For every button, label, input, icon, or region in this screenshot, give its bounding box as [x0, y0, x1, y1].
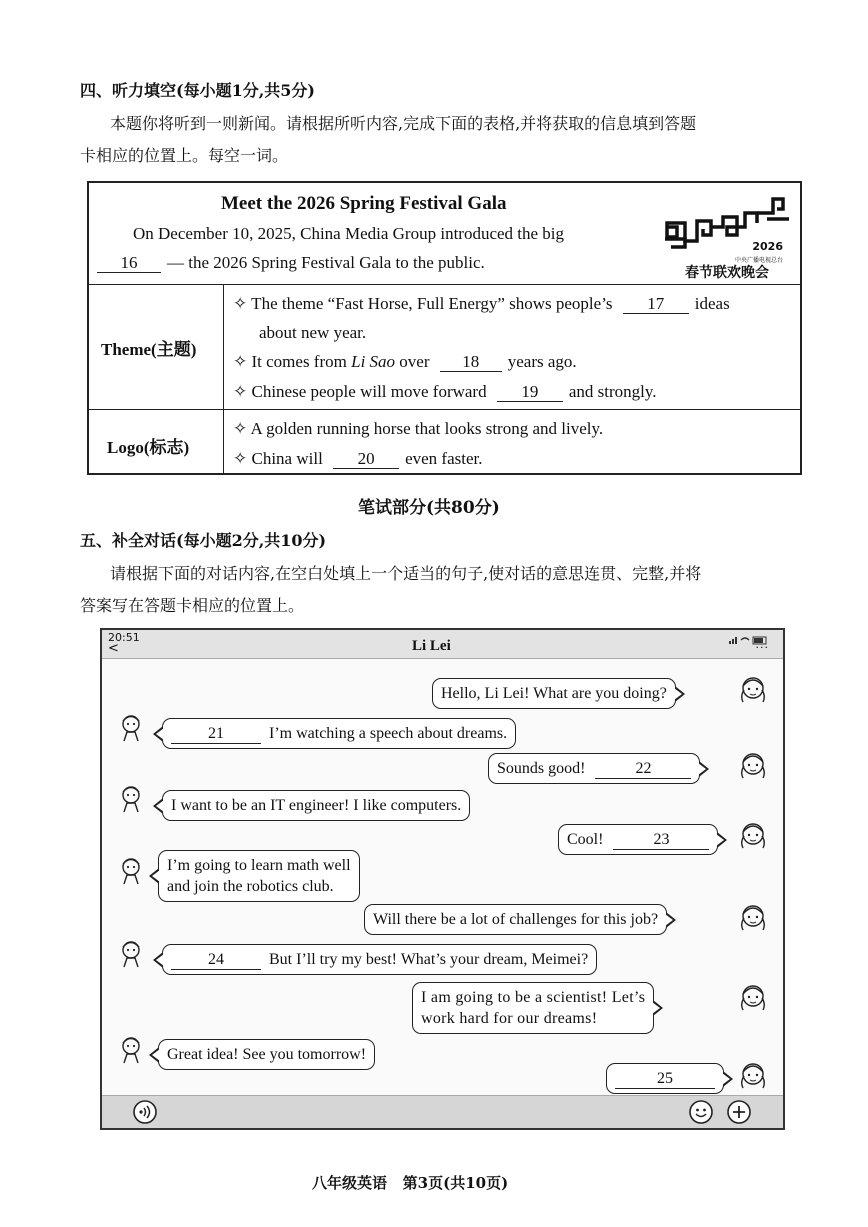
message-text: Cool!	[567, 831, 604, 848]
intro-line2-text: — the 2026 Spring Festival Gala to the public.	[167, 253, 485, 272]
status-time: 20:51	[108, 631, 140, 644]
message-text: Great idea! See you tomorrow!	[167, 1046, 367, 1063]
meimei-avatar-icon	[738, 674, 768, 704]
blank-19[interactable]: 19	[497, 383, 563, 402]
message-bubble	[162, 790, 470, 821]
gala-logo	[663, 189, 793, 279]
message-text: Hello, Li Lei! What are you doing?	[441, 685, 667, 702]
logo-label: Logo(标志)	[107, 438, 190, 457]
theme-point2-end: years ago.	[507, 352, 577, 371]
lilei-avatar-icon	[116, 938, 146, 968]
section4-heading: 四、听力填空(每小题1分,共5分)	[80, 81, 315, 100]
theme-label: Theme(主题)	[101, 340, 197, 359]
blank-22[interactable]: 22	[595, 760, 691, 779]
logo-point2-text: ✧ China will	[233, 449, 323, 468]
message-text: I’m going to learn math well	[167, 857, 351, 874]
theme-point2-text: ✧ It comes from	[233, 352, 347, 371]
meimei-avatar-icon	[738, 820, 768, 850]
logo-point2-end: even faster.	[405, 449, 483, 468]
lilei-avatar-icon	[116, 783, 146, 813]
theme-point1-end: ideas	[694, 294, 730, 313]
message-bubble	[606, 1063, 724, 1094]
logo-point1: ✧ A golden running horse that looks strong and lively.	[233, 419, 604, 438]
meimei-avatar-icon	[738, 750, 768, 780]
theme-point3-end: and strongly.	[568, 382, 657, 401]
section5-instruction-line1: 请根据下面的对话内容,在空白处填上一个适当的句子,使对话的意思连贯、完整,并将	[110, 564, 702, 583]
theme-point2	[233, 352, 577, 372]
blank-25[interactable]: 25	[615, 1070, 715, 1089]
add-icon[interactable]	[726, 1099, 752, 1129]
intro-line1: On December 10, 2025, China Media Group introduced the big	[133, 224, 565, 243]
chat-input-bar	[102, 1095, 783, 1128]
theme-point1-cont: about new year.	[259, 323, 367, 342]
message-text: I’m watching a speech about dreams.	[269, 725, 508, 742]
logo-year: 2026	[752, 240, 783, 253]
message-text: But I’ll try my best! What’s your dream, Meimei?	[269, 951, 589, 968]
back-button[interactable]: <	[108, 641, 119, 656]
message-bubble	[488, 753, 700, 784]
page-footer: 八年级英语 第3页(共10页)	[312, 1174, 509, 1192]
li-sao-italic: Li Sao	[351, 352, 396, 371]
section5-instruction-line2: 答案写在答题卡相应的位置上。	[80, 596, 305, 615]
theme-point2-over: over	[399, 352, 430, 371]
message-bubble	[158, 850, 360, 902]
status-bar	[102, 630, 783, 659]
more-options-button[interactable]: ···	[755, 641, 769, 654]
blank-18[interactable]: 18	[440, 353, 502, 372]
logo-point2	[233, 449, 482, 469]
logo-name: 春节联欢晚会	[685, 265, 769, 279]
lilei-avatar-icon	[116, 1034, 146, 1064]
section5-heading: 五、补全对话(每小题2分,共10分)	[80, 531, 327, 550]
message-text: Sounds good!	[497, 760, 586, 777]
table-title: Meet the 2026 Spring Festival Gala	[221, 193, 507, 214]
blank-16[interactable]: 16	[97, 254, 161, 273]
voice-icon[interactable]	[132, 1099, 158, 1129]
message-bubble	[432, 678, 676, 709]
message-text: Will there be a lot of challenges for this job?	[373, 911, 659, 928]
section4-instruction-line1: 本题你将听到一则新闻。请根据所听内容,完成下面的表格,并将获取的信息填到答题	[110, 114, 697, 133]
message-text: and join the robotics club.	[167, 878, 334, 895]
blank-20[interactable]: 20	[333, 450, 399, 469]
section4-instruction-line2: 卡相应的位置上。每空一词。	[80, 146, 289, 165]
meimei-avatar-icon	[738, 982, 768, 1012]
theme-point3-text: ✧ Chinese people will move forward	[233, 382, 487, 401]
theme-point3	[233, 382, 657, 402]
lilei-avatar-icon	[116, 712, 146, 742]
message-bubble	[412, 982, 654, 1034]
meimei-avatar-icon	[738, 902, 768, 932]
theme-point1-text: ✧ The theme “Fast Horse, Full Energy” shows people’s	[233, 294, 613, 313]
written-part-heading: 笔试部分(共80分)	[358, 498, 500, 518]
logo-org: 中央广播电视总台	[734, 257, 783, 264]
gala-logo-graphic	[663, 189, 793, 279]
chat-phone-screen	[100, 628, 785, 1130]
blank-23[interactable]: 23	[613, 831, 709, 850]
lilei-avatar-icon	[116, 855, 146, 885]
blank-21[interactable]: 21	[171, 725, 261, 744]
message-bubble	[364, 904, 667, 935]
intro-line2	[97, 253, 485, 273]
chat-contact-name: Li Lei	[412, 638, 451, 654]
theme-point1	[233, 294, 730, 314]
blank-24[interactable]: 24	[171, 951, 261, 970]
message-bubble	[558, 824, 718, 855]
emoji-icon[interactable]	[688, 1099, 714, 1129]
blank-17[interactable]: 17	[623, 295, 689, 314]
message-bubble	[162, 944, 597, 975]
message-text: I want to be an IT engineer! I like computers.	[171, 797, 462, 814]
gala-info-table	[87, 181, 802, 475]
message-text: I am going to be a scientist! Let’s	[421, 989, 646, 1006]
message-bubble	[158, 1039, 375, 1070]
message-text: work hard for our dreams!	[421, 1010, 598, 1027]
message-bubble	[162, 718, 516, 749]
meimei-avatar-icon	[738, 1060, 768, 1090]
